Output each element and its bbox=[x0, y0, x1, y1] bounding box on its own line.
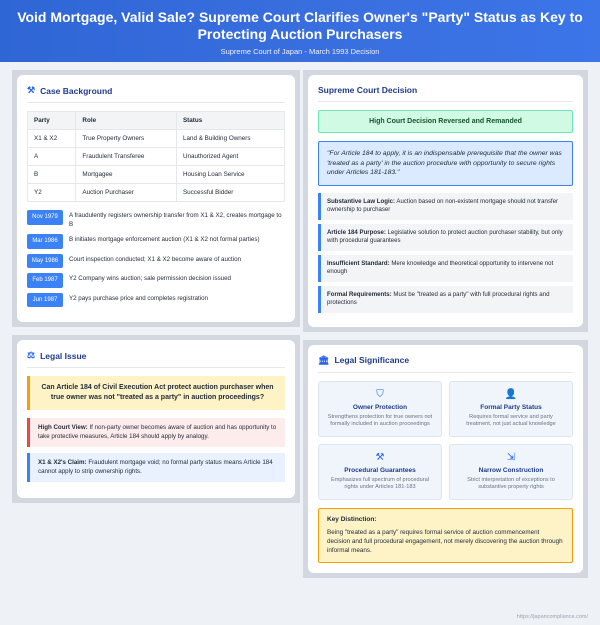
left-column bbox=[12, 70, 300, 511]
high-court-label: High Court View: bbox=[38, 424, 88, 431]
right-column bbox=[303, 70, 588, 586]
legal-issue-heading bbox=[27, 350, 285, 368]
timeline-text: A fraudulently registers ownership transfer from X1 & X2, creates mortgage to B bbox=[69, 212, 282, 228]
reason-label: Substantive Law Logic: bbox=[327, 197, 396, 205]
reason-text: Auction based on non-existent mortgage should not transfer ownership to purchaser bbox=[327, 197, 559, 213]
shield-icon: ⛉ bbox=[376, 388, 384, 400]
high-court-text: If non-party owner becomes aware of auction and has opportunity to take protective measures, Article 184 should apply by analogy. bbox=[38, 424, 277, 440]
landmark-icon: 🏛 bbox=[318, 354, 330, 365]
timeline-text: Court inspection conducted; X1 & X2 become aware of auction bbox=[69, 255, 241, 263]
timeline-date: Nov 1979 bbox=[27, 210, 63, 225]
legal-issue-section bbox=[12, 335, 300, 503]
significance-item-title: Formal Party Status bbox=[480, 403, 542, 411]
key-distinction-title: Key Distinction: bbox=[327, 515, 377, 523]
table-cell: True Property Owners bbox=[76, 130, 177, 148]
owners-claim-text: Fraudulent mortgage void; no formal party status means Article 184 cannot apply to strip ownership rights. bbox=[38, 459, 273, 475]
significance-item bbox=[318, 381, 442, 437]
decision-heading bbox=[318, 85, 573, 102]
table-cell: Auction Purchaser bbox=[76, 184, 177, 202]
reason-item bbox=[318, 286, 573, 313]
decision-quote: "For Article 184 to apply, it is an indispensable prerequisite that the owner was 'treated as a party' in the auction procedure with opportunity to secure rights under Articles 181-183." bbox=[318, 141, 573, 186]
reason-item bbox=[318, 255, 573, 282]
decision-card bbox=[308, 75, 583, 327]
key-distinction bbox=[318, 508, 573, 563]
reason-text: Must be "treated as a party" with full procedural rights and protections bbox=[327, 290, 550, 306]
table-cell: Land & Building Owners bbox=[176, 130, 284, 148]
column-header: Party bbox=[28, 112, 76, 130]
legal-issue-title: Legal Issue bbox=[40, 350, 87, 361]
table-row bbox=[28, 184, 285, 202]
significance-item-desc: Strengthens protection for true owners not formally included in auction proceedings bbox=[327, 413, 433, 427]
timeline-date: Feb 1987 bbox=[27, 273, 63, 288]
significance-item bbox=[318, 444, 442, 500]
table-cell: Fraudulent Transferee bbox=[76, 148, 177, 166]
table-cell: A bbox=[28, 148, 76, 166]
reason-text: Legislative solution to protect auction purchaser stability, but only with procedural guarantees bbox=[327, 228, 563, 244]
table-row bbox=[28, 148, 285, 166]
significance-item-title: Procedural Guarantees bbox=[344, 466, 416, 474]
table-cell: Successful Bidder bbox=[176, 184, 284, 202]
timeline-item bbox=[27, 273, 285, 288]
decision-banner: High Court Decision Reversed and Remanded bbox=[318, 110, 573, 133]
table-cell: B bbox=[28, 166, 76, 184]
table-cell: Housing Loan Service bbox=[176, 166, 284, 184]
case-background-card bbox=[17, 75, 295, 322]
column-header: Status bbox=[176, 112, 284, 130]
significance-item bbox=[449, 381, 573, 437]
significance-section bbox=[303, 340, 588, 578]
timeline-date: Jun 1987 bbox=[27, 293, 63, 308]
decision-section bbox=[303, 70, 588, 332]
reason-item bbox=[318, 224, 573, 251]
timeline-item bbox=[27, 234, 285, 249]
significance-item-desc: Strict interpretation of exceptions to substantive property rights bbox=[467, 476, 555, 490]
column-header: Role bbox=[76, 112, 177, 130]
significance-item-title: Owner Protection bbox=[352, 403, 408, 411]
significance-item-desc: Emphasizes full spectrum of procedural rights under Articles 181-183 bbox=[331, 476, 429, 490]
significance-item-title: Narrow Construction bbox=[478, 466, 544, 474]
significance-heading bbox=[318, 355, 573, 373]
timeline-date: May 1986 bbox=[27, 254, 63, 269]
scale-icon: ⚖ bbox=[27, 350, 36, 360]
high-court-view bbox=[27, 418, 285, 447]
case-background-heading bbox=[27, 85, 285, 103]
timeline-item bbox=[27, 210, 285, 229]
timeline-item bbox=[27, 293, 285, 308]
timeline bbox=[27, 210, 285, 307]
footer-url: https://japancompliance.com/ bbox=[516, 614, 588, 620]
decision-title: Supreme Court Decision bbox=[318, 85, 418, 95]
key-distinction-text: Being "treated as a party" requires formal service of auction commencement decision and full procedural engagement, not merely discovering the auction through informal means. bbox=[327, 528, 563, 554]
reason-label: Article 184 Purpose: bbox=[327, 228, 386, 236]
table-cell: Mortgagee bbox=[76, 166, 177, 184]
gavel-icon: ⚒ bbox=[375, 451, 385, 463]
table-cell: Unauthorized Agent bbox=[176, 148, 284, 166]
page-header bbox=[0, 0, 600, 62]
timeline-date: Mar 1986 bbox=[27, 234, 63, 249]
significance-grid bbox=[318, 381, 573, 500]
timeline-text: B initiates mortgage enforcement auction (X1 & X2 not formal parties) bbox=[69, 236, 260, 243]
page-subtitle: Supreme Court of Japan - March 1993 Decision bbox=[220, 47, 380, 56]
timeline-item bbox=[27, 254, 285, 269]
timeline-text: Y2 pays purchase price and completes registration bbox=[69, 294, 208, 302]
table-cell: X1 & X2 bbox=[28, 130, 76, 148]
reason-label: Insufficient Standard: bbox=[327, 259, 390, 267]
significance-title: Legal Significance bbox=[334, 355, 410, 365]
timeline-text: Y2 Company wins auction; sale permission decision issued bbox=[69, 275, 231, 282]
user-check-icon: 👤 bbox=[504, 388, 518, 400]
legal-issue-card bbox=[17, 340, 295, 498]
significance-item-desc: Requires formal service and party treatment, not just actual knowledge bbox=[466, 413, 556, 427]
issue-question: Can Article 184 of Civil Execution Act protect auction purchaser when true owner was not "treated as a party" in auction proceedings? bbox=[27, 376, 285, 410]
significance-item bbox=[449, 444, 573, 500]
reason-item bbox=[318, 193, 573, 220]
case-background-title: Case Background bbox=[40, 85, 113, 96]
table-cell: Y2 bbox=[28, 184, 76, 202]
gavel-icon: ⚒ bbox=[27, 85, 36, 95]
significance-card bbox=[308, 345, 583, 573]
table-row bbox=[28, 166, 285, 184]
page-title: Void Mortgage, Valid Sale? Supreme Court Clarifies Owner's "Party" Status as Key to Protecting Auction Purchasers bbox=[17, 9, 583, 42]
table-row bbox=[28, 130, 285, 148]
owners-claim-label: X1 & X2's Claim: bbox=[38, 459, 87, 466]
owners-claim bbox=[27, 453, 285, 482]
parties-table bbox=[27, 111, 285, 202]
table-header-row bbox=[28, 112, 285, 130]
reason-text: Mere knowledge and theoretical opportunity to intervene not enough bbox=[327, 259, 554, 275]
compress-icon: ⇲ bbox=[506, 451, 516, 463]
reason-label: Formal Requirements: bbox=[327, 290, 392, 298]
case-background-section bbox=[12, 70, 300, 327]
